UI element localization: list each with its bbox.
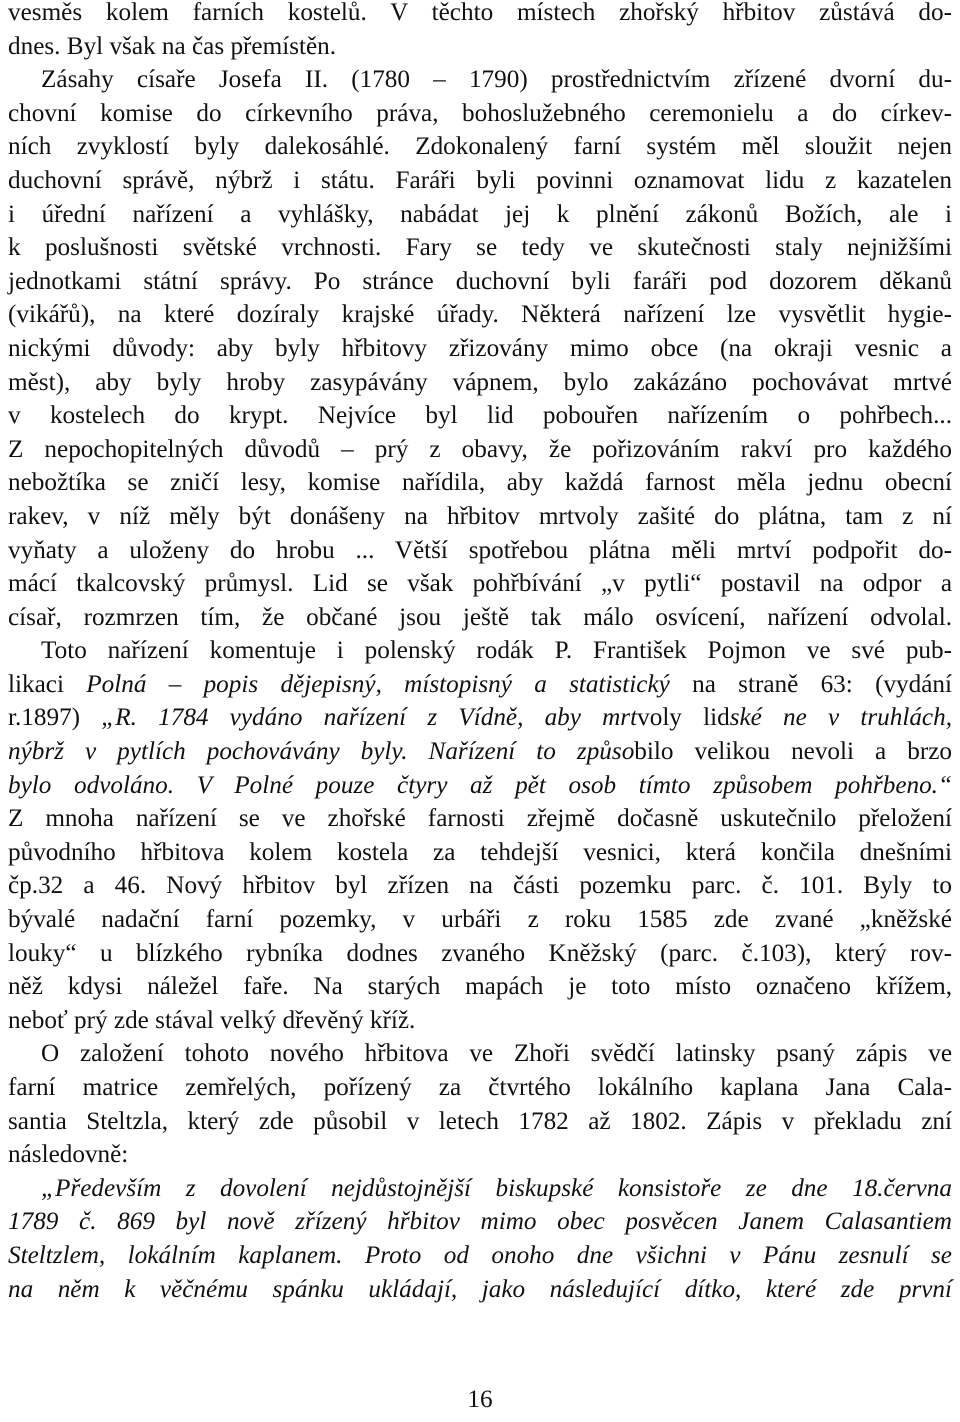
text-line: neboť prý zde stával velký dřevěný kříž.: [8, 1006, 416, 1034]
quotation-line: Steltzlem, lokálním kaplanem. Proto od onoho dne všichni v Pánu zesnulí se: [8, 1241, 952, 1269]
text-line: bývalé nadační farní pozemky, v urbáři z roku 1585 zde zvané „kněžské: [8, 906, 952, 934]
text-line: v kostelech do krypt. Nejvíce byl lid pobouřen nařízením o pohřbech...: [8, 402, 952, 430]
text-line: Toto nařízení komentuje i polenský rodák P. František Pojmon ve své pub-: [41, 637, 952, 665]
quotation: bylo odvoláno. V Polné pouze čtyry až pět osob tímto způsobem pohřbeno.“: [8, 771, 952, 799]
text-line: císař, rozmrzen tím, že občané jsou ještě tak málo osvícení, nařízení odvolal.: [8, 603, 952, 631]
text-line: [8, 769, 952, 803]
text-line: Z mnoha nařízení se ve zhořské farnosti zřejmě dočasně uskutečnilo přeložení: [8, 805, 952, 833]
text-line: nýbrž v pytlích pochovávány byly. Nařízení to způsobilo velikou nevoli a brzo: [8, 738, 952, 766]
book-title: Polná – popis dějepisný, místopisný a statistický: [86, 670, 670, 698]
text-line: chovní komise do církevního práva, bohoslužebného ceremonielu a do církev-: [8, 99, 952, 127]
text-line: (vikářů), na které dozíraly krajské úřady. Některá nařízení lze vysvětlit hygie-: [8, 301, 952, 329]
quotation-line: 1789 č. 869 byl nově zřízený hřbitov mimo obec posvěcen Janem Calasantiem: [8, 1208, 952, 1236]
text-line: ních zvyklostí byly dalekosáhlé. Zdokonalený farní systém měl sloužit nejen: [8, 133, 952, 161]
text-line: jednotkami státní správy. Po stránce duchovní byli faráři pod dozorem děkanů: [8, 267, 952, 295]
text-line: něž kdysi náležel faře. Na starých mapách je toto místo označeno křížem,: [8, 973, 952, 1001]
text-line: původního hřbitova kolem kostela za tehdejší vesnici, která končila dnešními: [8, 838, 952, 866]
text-line: Zásahy císaře Josefa II. (1780 – 1790) prostřednictvím zřízené dvorní du-: [41, 66, 952, 94]
text-line: nebožtíka se zničí lesy, komise nařídila, aby každá farnost měla jednu obecní: [8, 469, 952, 497]
text-line: O založení tohoto nového hřbitova ve Zhoři svědčí latinsky psaný zápis ve: [41, 1040, 952, 1068]
text-line: r.1897) „R. 1784 vydáno nařízení z Vídně, aby mrtvoly lidské ne v truhlách,: [8, 704, 953, 732]
text-line: k poslušnosti světské vrchnosti. Fary se tedy ve skutečnosti staly nejnižšími: [8, 234, 952, 262]
text-line: vesměs kolem farních kostelů. V těchto místech zhořský hřbitov zůstává do-: [8, 0, 952, 26]
text-line: mácí tkalcovský průmysl. Lid se však pohřbívání „v pytli“ postavil na odpor a: [8, 570, 952, 598]
quotation: ské ne v truhlách,: [729, 704, 953, 732]
text-line: santia Steltzla, který zde působil v letech 1782 až 1802. Zápis v překladu zní: [8, 1107, 952, 1135]
text-line: farní matrice zemřelých, pořízený za čtvrtého lokálního kaplana Jana Cala-: [8, 1074, 952, 1101]
text-line: čp.32 a 46. Nový hřbitov byl zřízen na části pozemku parc. č. 101. Byly to: [8, 872, 952, 900]
text-line: Z nepochopitelných důvodů – prý z obavy, že pořizováním rakví pro každého: [8, 435, 952, 463]
text-line: nickými důvody: aby byly hřbitovy zřizovány mimo obce (na okraji vesnic a: [8, 334, 952, 362]
quotation-line: na něm k věčnému spánku ukládají, jako následující dítko, které zde první: [8, 1275, 952, 1303]
text-line: likaci Polná – popis dějepisný, místopisný a statistický na straně 63: (vydání: [8, 670, 953, 698]
quotation-line: „Především z dovolení nejdůstojnější biskupské konsistoře ze dne 18.června: [41, 1174, 952, 1202]
text-line: duchovní správě, nýbrž i státu. Faráři byli povinni oznamovat lidu z kazatelen: [8, 166, 952, 194]
quotation: „R. 1784 vydáno nařízení z Vídně, aby mrt: [101, 704, 638, 732]
document-body: [8, 0, 952, 1306]
text-line: rakev, v níž měly být donášeny na hřbitov mrtvoly zašité do plátna, tam z ní: [8, 502, 952, 530]
text-line: louky“ u blízkého rybníka dodnes zvaného Kněžský (parc. č.103), který rov-: [8, 939, 952, 967]
text-line: vyňaty a uloženy do hrobu ... Větší spotřebou plátna měli mrtví podpořit do-: [8, 536, 952, 564]
text-line: měst), aby byly hroby zasypávány vápnem, bylo zakázáno pochovávat mrtvé: [8, 368, 952, 396]
page-number: 16: [467, 1386, 493, 1413]
text-line: dnes. Byl však na čas přemístěn.: [8, 32, 337, 60]
text-line: následovně:: [8, 1141, 129, 1169]
text-line: i úřední nařízení a vyhlášky, nabádat jej k plnění zákonů Božích, ale i: [8, 200, 952, 228]
quotation: nýbrž v pytlích pochovávány byly. Nařízení to způso: [8, 738, 635, 766]
